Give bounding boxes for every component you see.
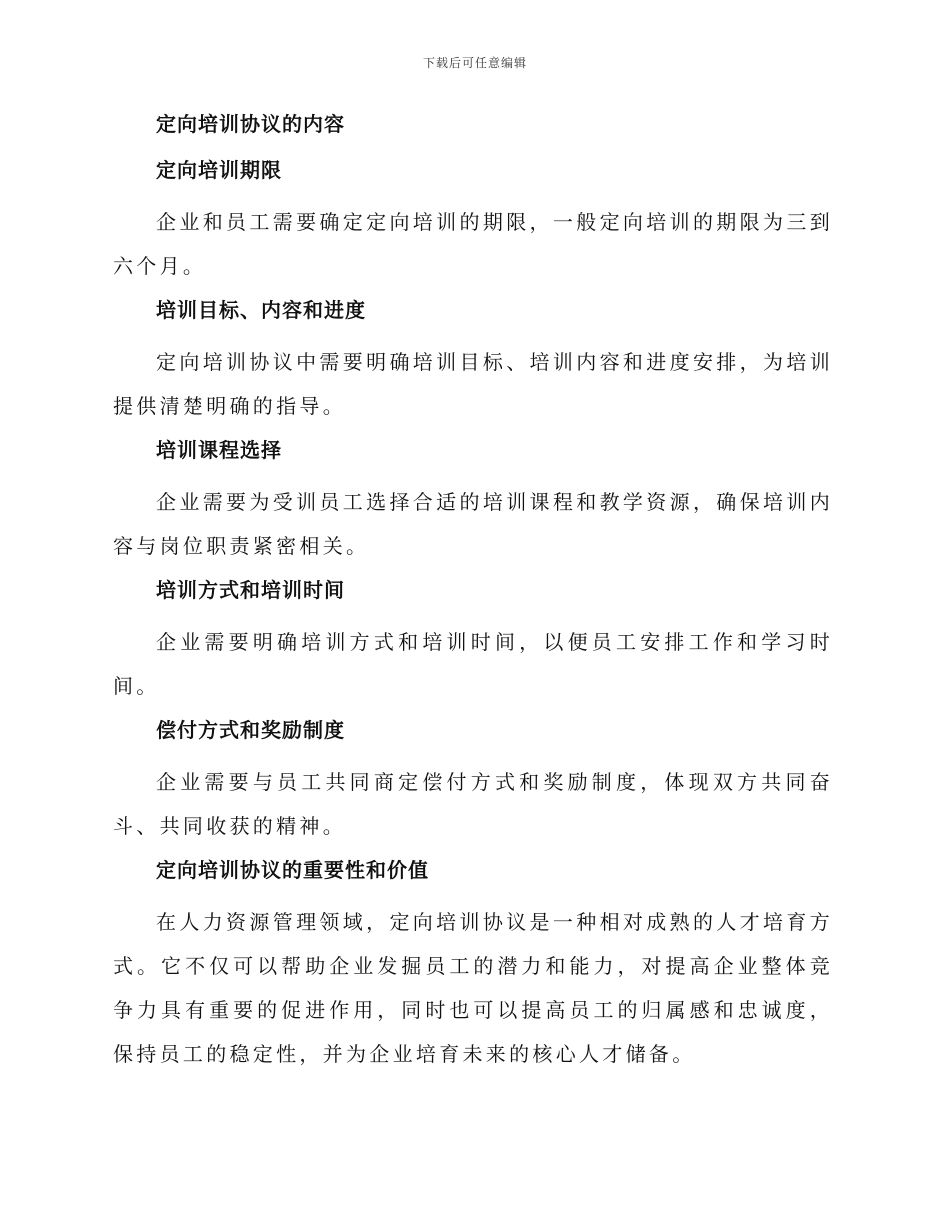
section-heading-importance: 定向培训协议的重要性和价值: [156, 858, 429, 882]
section-heading-courses: 培训课程选择: [156, 438, 282, 462]
section-heading-compensation: 偿付方式和奖励制度: [156, 718, 345, 742]
document-body: [113, 108, 833, 1082]
section-heading-contents: 定向培训协议的内容: [156, 112, 345, 136]
paragraph-compensation: 企业需要与员工共同商定偿付方式和奖励制度，体现双方共同奋斗、共同收获的精神。: [113, 770, 833, 838]
paragraph-goals: 定向培训协议中需要明确培训目标、培训内容和进度安排，为培训提供清楚明确的指导。: [113, 350, 833, 418]
paragraph-importance: 在人力资源管理领域，定向培训协议是一种相对成熟的人才培育方式。它不仅可以帮助企业发掘员工的潜力和能力，对提高企业整体竞争力具有重要的促进作用，同时也可以提高员工的归属感和忠诚度，保持员工的稳定性，并为企业培育未来的核心人才储备。: [113, 910, 833, 1066]
page-header: 下载后可任意编辑: [422, 56, 527, 70]
paragraph-duration: 企业和员工需要确定定向培训的期限，一般定向培训的期限为三到六个月。: [113, 210, 833, 278]
section-heading-duration: 定向培训期限: [156, 158, 282, 182]
section-heading-method-time: 培训方式和培训时间: [156, 578, 345, 602]
paragraph-courses: 企业需要为受训员工选择合适的培训课程和教学资源，确保培训内容与岗位职责紧密相关。: [113, 490, 833, 558]
section-heading-goals: 培训目标、内容和进度: [156, 298, 366, 322]
paragraph-method-time: 企业需要明确培训方式和培训时间，以便员工安排工作和学习时间。: [113, 630, 833, 698]
